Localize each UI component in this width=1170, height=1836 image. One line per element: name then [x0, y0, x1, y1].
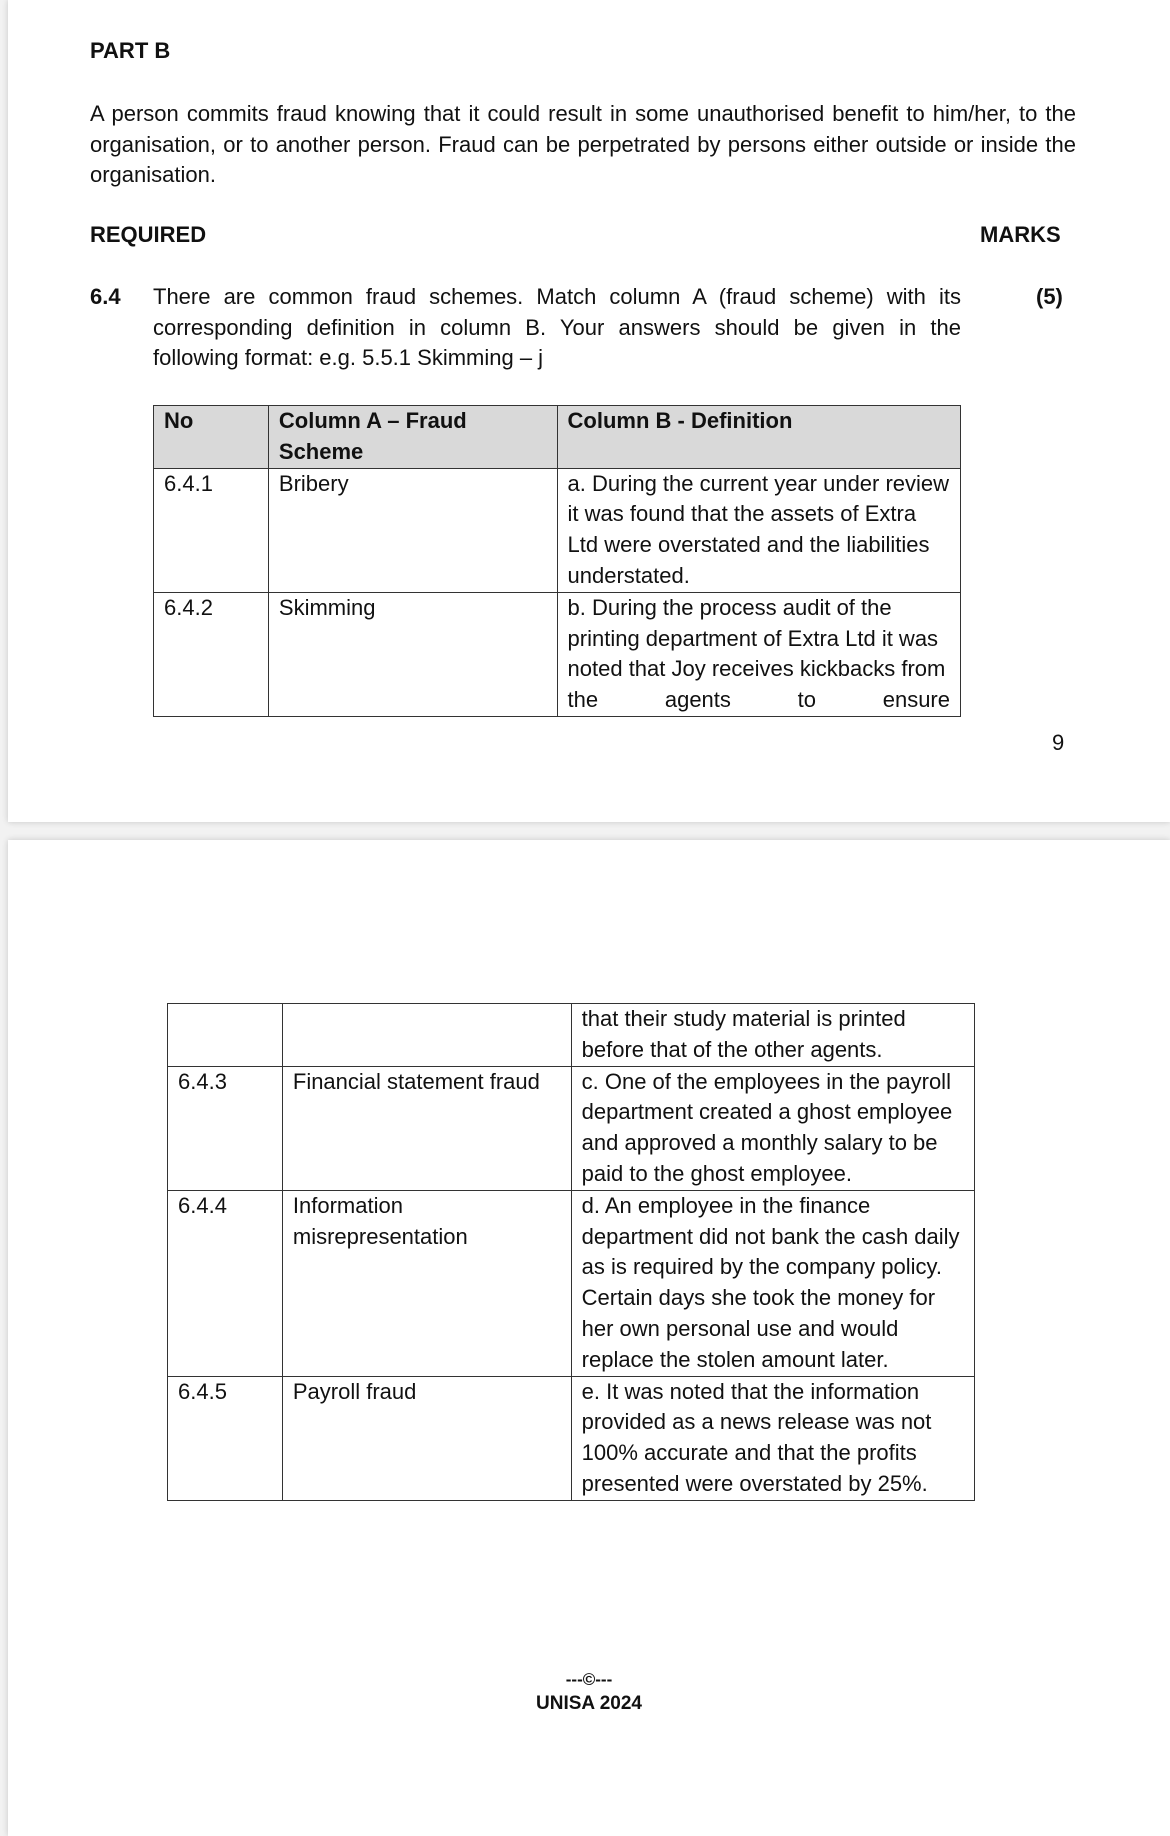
table-row	[168, 1004, 975, 1067]
row-number: 6.4.2	[154, 592, 269, 716]
row-number: 6.4.4	[168, 1190, 283, 1376]
definition: c. One of the employees in the payroll department created a ghost employee and approved a monthly salary to be paid to the ghost employee.	[571, 1066, 974, 1190]
question-number: 6.4	[90, 284, 121, 309]
fraud-scheme: Skimming	[268, 592, 557, 716]
header-column-a: Column A – Fraud Scheme	[268, 406, 557, 469]
row-number: 6.4.3	[168, 1066, 283, 1190]
row-number: 6.4.5	[168, 1376, 283, 1500]
part-heading: PART B	[90, 38, 171, 63]
exam-page-1	[8, 0, 1170, 822]
table-row	[154, 592, 961, 716]
fraud-scheme: Information misrepresentation	[282, 1190, 571, 1376]
intro-paragraph: A person commits fraud knowing that it could result in some unauthorised benefit to him/her, to the organisation, or to another person. Fraud can be perpetrated by persons either outside or inside the organisation.	[90, 101, 1076, 187]
table-row	[168, 1066, 975, 1190]
definition: b. During the process audit of the printing department of Extra Ltd it was noted that Joy receives kickbacks from the agents to ensure	[557, 592, 960, 716]
question-marks: (5)	[1036, 284, 1063, 309]
row-number	[168, 1004, 283, 1067]
page-number: 9	[1052, 730, 1065, 755]
matching-table-part-2	[167, 1003, 975, 1501]
fraud-scheme: Payroll fraud	[282, 1376, 571, 1500]
table-header-row	[154, 406, 961, 469]
table-row	[154, 468, 961, 592]
copyright-mark: ---©---	[565, 1670, 613, 1689]
footer-institution: UNISA 2024	[536, 1693, 642, 1714]
definition: a. During the current year under review it was found that the assets of Extra Ltd were overstated and the liabilities understated.	[557, 468, 960, 592]
row-number: 6.4.1	[154, 468, 269, 592]
definition: d. An employee in the finance department did not bank the cash daily as is required by the company policy. Certain days she took the money for her own personal use and would replace the stolen amount later.	[571, 1190, 974, 1376]
header-column-b: Column B - Definition	[557, 406, 960, 469]
table-row	[168, 1376, 975, 1500]
exam-page-2	[8, 840, 1170, 1836]
required-heading: REQUIRED	[90, 222, 207, 247]
definition-continuation: that their study material is printed before that of the other agents.	[571, 1004, 974, 1067]
fraud-scheme	[282, 1004, 571, 1067]
header-no: No	[154, 406, 269, 469]
fraud-scheme: Bribery	[268, 468, 557, 592]
marks-heading: MARKS	[980, 222, 1061, 247]
definition: e. It was noted that the information provided as a news release was not 100% accurate and that the profits presented were overstated by 25%.	[571, 1376, 974, 1500]
fraud-scheme: Financial statement fraud	[282, 1066, 571, 1190]
matching-table-part-1	[153, 405, 961, 717]
table-row	[168, 1190, 975, 1376]
question-text: There are common fraud schemes. Match column A (fraud scheme) with its corresponding definition in column B. Your answers should be given in the following format: e.g. 5.5.1 Skimming – j	[153, 284, 961, 370]
